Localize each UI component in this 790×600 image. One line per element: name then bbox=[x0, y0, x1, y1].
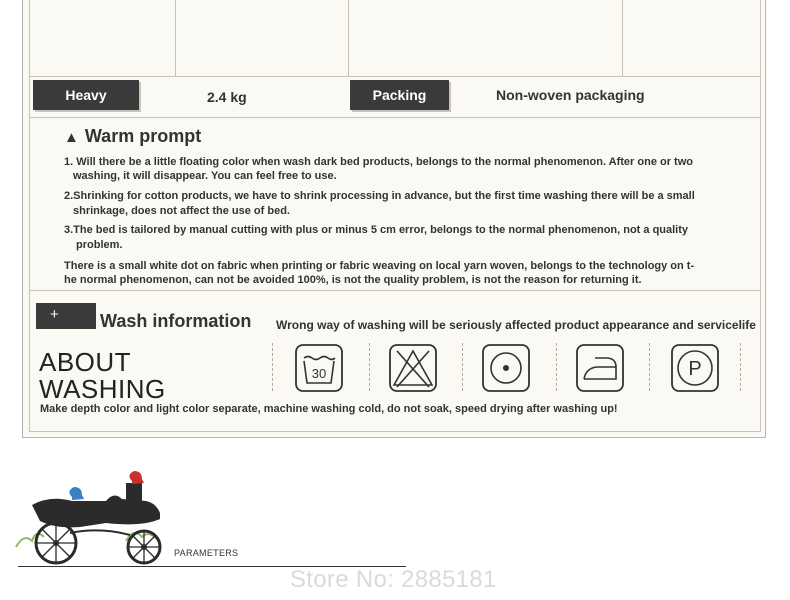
grid-divider bbox=[175, 0, 176, 76]
triangle-icon: ▲ bbox=[64, 129, 79, 146]
dry-clean-p-icon bbox=[670, 343, 720, 393]
prompt-item-2-line-1: 2.Shrinking for cotton products, we have to shrink processing in advance, but the first time washing there will be a small bbox=[64, 190, 695, 202]
weight-value: 2.4 kg bbox=[207, 89, 247, 105]
dashed-divider bbox=[462, 343, 463, 391]
about-line-2: WASHING bbox=[39, 374, 166, 404]
wash-title: Wash information bbox=[100, 311, 252, 331]
prompt-note-line-2: he normal phenomenon, can not be avoided 100%, is not the quality problem, is not the reason for returning it. bbox=[64, 274, 642, 286]
about-washing-heading bbox=[39, 349, 166, 403]
prompt-item-1-line-1: 1. Will there be a little floating color when wash dark bed products, belongs to the normal phenomenon. After one or two bbox=[64, 156, 693, 168]
packing-value: Non-woven packaging bbox=[496, 87, 645, 103]
parameters-label: PARAMETERS bbox=[174, 548, 239, 558]
parameters-header bbox=[0, 455, 790, 600]
no-bleach-icon bbox=[388, 343, 438, 393]
carriage-logo bbox=[10, 469, 176, 569]
prompt-item-2-line-2: shrinkage, does not affect the use of bed. bbox=[73, 205, 290, 217]
dashed-divider bbox=[272, 343, 273, 391]
dashed-divider bbox=[369, 343, 370, 391]
iron-icon bbox=[575, 343, 625, 393]
grid-divider bbox=[622, 0, 623, 76]
about-line-1: ABOUT bbox=[39, 347, 132, 377]
warm-prompt-title-text: Warm prompt bbox=[84, 126, 202, 146]
spec-row bbox=[30, 77, 760, 118]
plus-badge: + bbox=[36, 303, 96, 329]
panel-inner bbox=[29, 0, 761, 432]
product-info-panel bbox=[22, 0, 766, 438]
wash-warning: Wrong way of washing will be seriously affected product appearance and servicelife bbox=[276, 318, 756, 332]
prompt-item-3-line-1: 3.The bed is tailored by manual cutting with plus or minus 5 cm error, belongs to the normal phenomenon, not a quality bbox=[64, 224, 689, 236]
dashed-divider bbox=[649, 343, 650, 391]
dashed-divider bbox=[740, 343, 741, 391]
weight-label: Heavy bbox=[33, 80, 139, 110]
top-table-remnant bbox=[30, 0, 760, 77]
packing-label: Packing bbox=[350, 80, 449, 110]
dashed-divider bbox=[556, 343, 557, 391]
warm-prompt-title bbox=[64, 126, 201, 147]
wash-information-section bbox=[30, 291, 760, 431]
prompt-note-line-1: There is a small white dot on fabric when printing or fabric weaving on local yarn woven, belongs to the technology on t- bbox=[64, 260, 695, 272]
wash-30-icon bbox=[294, 343, 344, 393]
grid-divider bbox=[348, 0, 349, 76]
wash-temp-text: 30 bbox=[311, 366, 327, 381]
dry-clean-letter: P bbox=[688, 358, 702, 380]
tumble-dry-icon bbox=[481, 343, 531, 393]
prompt-item-3-line-2: problem. bbox=[76, 239, 123, 251]
warm-prompt-section bbox=[30, 118, 760, 291]
prompt-item-1-line-2: washing, it will disappear. You can feel free to use. bbox=[73, 170, 337, 182]
wash-footer-note: Make depth color and light color separate, machine washing cold, do not soak, speed drying after washing up! bbox=[40, 403, 618, 415]
store-number-watermark: Store No: 2885181 bbox=[290, 566, 497, 593]
